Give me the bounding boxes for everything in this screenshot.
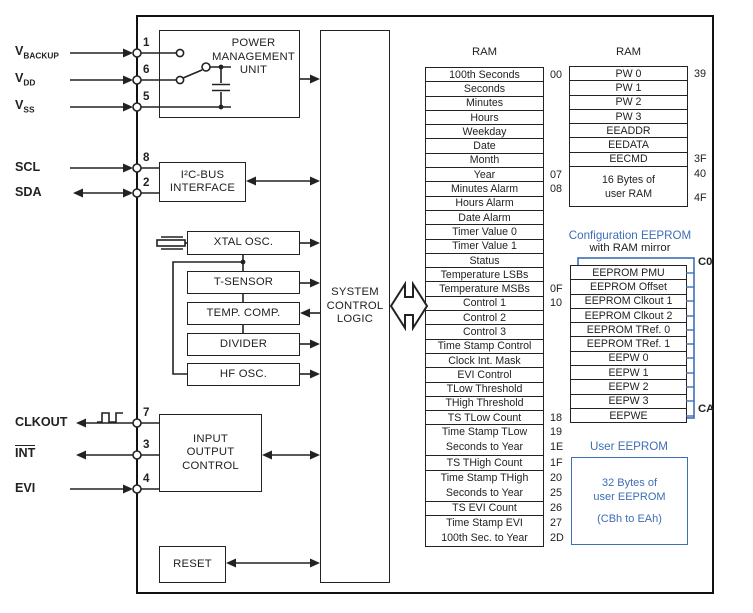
user-eeprom-line: 32 Bytes of (601, 477, 658, 489)
cell-line: Time Stamp THigh (440, 471, 529, 484)
block-label: INPUT (193, 432, 228, 445)
block-label: OUTPUT (186, 446, 235, 459)
address (688, 166, 718, 207)
cell: EEPROM TRef. 0 (570, 322, 687, 337)
pin-number: 5 (143, 90, 150, 103)
block-label: UNIT (239, 64, 268, 76)
address (544, 470, 574, 502)
cell (425, 424, 544, 456)
cell: Minutes (425, 96, 544, 111)
ram2-table (569, 66, 718, 207)
pin-number: 4 (143, 472, 150, 485)
table-row (425, 281, 574, 296)
cell (425, 470, 544, 502)
cell: EEPW 1 (570, 365, 687, 380)
cell: THigh Threshold (425, 396, 544, 411)
signal-sub: SS (23, 104, 35, 115)
pin-number: 8 (143, 151, 150, 164)
block-label: LOGIC (336, 313, 374, 326)
address (544, 515, 574, 547)
block-label: T-SENSOR (213, 275, 274, 288)
config-eeprom-table (570, 265, 687, 423)
table-row (425, 181, 574, 196)
pin-number: 6 (143, 63, 150, 76)
cell: TS THigh Count (425, 455, 544, 470)
table-row (570, 408, 687, 423)
config-eeprom-subtitle: with RAM mirror (589, 242, 671, 254)
address-line: 2D (550, 532, 564, 545)
cell: EEPW 0 (570, 351, 687, 366)
address (688, 95, 718, 110)
cell: EEPW 2 (570, 379, 687, 394)
ram1-title: RAM (471, 46, 498, 58)
pin-number: 7 (143, 406, 150, 419)
address-line: 27 (550, 517, 563, 530)
cell-line: Seconds to Year (445, 486, 524, 499)
block-label: HF OSC. (219, 367, 268, 380)
table-row (425, 138, 574, 153)
table-row (425, 210, 574, 225)
signal-sub: BACKUP (23, 50, 59, 61)
signal-base: V (15, 44, 24, 58)
reset-block (159, 546, 226, 583)
system-control-logic-block (320, 30, 390, 583)
cell: EECMD (569, 152, 688, 167)
address (688, 137, 718, 152)
cell: EEPW 3 (570, 394, 687, 409)
cell (569, 166, 688, 207)
cell: EEPROM Clkout 1 (570, 294, 687, 309)
table-row (425, 515, 574, 547)
address-line: 1E (550, 441, 564, 454)
cell (425, 515, 544, 547)
table-row (570, 365, 687, 380)
table-row (425, 67, 574, 82)
cell: EVI Control (425, 367, 544, 382)
block-label: MANAGEMENT (212, 50, 295, 63)
table-row (569, 137, 718, 152)
address-line: 4F (694, 192, 707, 205)
ram1-table (425, 67, 574, 547)
block-label: TEMP. COMP. (206, 306, 281, 319)
user-ram-row (569, 166, 718, 207)
divider-block (187, 333, 300, 356)
cell: 100th Seconds (425, 67, 544, 82)
address (688, 80, 718, 95)
cell: TS TLow Count (425, 410, 544, 425)
cell: Date (425, 138, 544, 153)
table-row (425, 124, 574, 139)
signal-sub: DD (23, 77, 36, 88)
cell: Seconds (425, 81, 544, 96)
cell: TS EVI Count (425, 501, 544, 516)
config-eeprom-addr-top: C0 (698, 256, 713, 268)
hf-osc-block (187, 363, 300, 386)
cell: Timer Value 0 (425, 224, 544, 239)
cell: EEPROM Offset (570, 279, 687, 294)
signal-label-vdd (15, 71, 35, 88)
cell: Timer Value 1 (425, 239, 544, 254)
address: 07 (550, 168, 563, 181)
block-label: I²C-BUS (180, 168, 225, 181)
address (544, 210, 574, 225)
pin-number: 3 (143, 438, 150, 451)
table-row (569, 80, 718, 95)
cell-line: user RAM (604, 187, 653, 200)
cell: Minutes Alarm (425, 181, 544, 196)
address-line: 40 (694, 168, 707, 181)
table-row (569, 95, 718, 110)
table-row (425, 96, 574, 111)
cell: PW 3 (569, 109, 688, 124)
cell: Month (425, 153, 544, 168)
address: 3F (694, 153, 707, 166)
cell: Hours Alarm (425, 196, 544, 211)
config-eeprom-addr-bottom: CA (698, 403, 715, 415)
t-sensor-block (187, 271, 300, 294)
table-row (569, 152, 718, 167)
table-row (570, 336, 687, 351)
address (688, 109, 718, 124)
pin-number: 1 (143, 36, 150, 49)
cell: PW 1 (569, 80, 688, 95)
cell-line: 100th Sec. to Year (441, 532, 528, 545)
cell: EEPROM TRef. 1 (570, 336, 687, 351)
cell: EEDATA (569, 137, 688, 152)
table-row (425, 382, 574, 397)
table-row (425, 424, 574, 456)
table-row (570, 379, 687, 394)
cell: Date Alarm (425, 210, 544, 225)
xtal-osc-block (187, 231, 300, 255)
table-row (425, 339, 574, 354)
table-row (569, 123, 718, 138)
table-row (570, 351, 687, 366)
table-row (425, 324, 574, 339)
address-line: 20 (550, 471, 563, 484)
table-row (425, 110, 574, 125)
table-row (425, 296, 574, 311)
table-row (570, 294, 687, 309)
cell: Control 3 (425, 324, 544, 339)
cell: PW 0 (569, 66, 688, 81)
user-eeprom-title: User EEPROM (590, 440, 668, 453)
signal-label-vss (15, 98, 34, 115)
cell: Weekday (425, 124, 544, 139)
signal-label-evi: EVI (15, 481, 36, 495)
table-row (570, 322, 687, 337)
table-row (570, 265, 687, 280)
cell-line: Time Stamp EVI (446, 517, 523, 530)
power-management-unit-block (159, 30, 300, 118)
signal-label-int (15, 446, 35, 460)
temp-comp-block (187, 302, 300, 325)
table-row (570, 308, 687, 323)
cell: EEADDR (569, 123, 688, 138)
address: 0F (550, 283, 563, 296)
block-label: RESET (173, 557, 212, 570)
block-label: SYSTEM (331, 286, 379, 299)
cell: EEPROM PMU (570, 265, 687, 280)
block-label: POWER (231, 37, 276, 49)
signal-label-sda: SDA (15, 185, 42, 199)
signal-base: V (15, 98, 24, 112)
address: 1F (550, 457, 563, 470)
cell: Control 2 (425, 310, 544, 325)
clock-waveform-icon (97, 413, 123, 422)
address: 18 (550, 411, 563, 424)
block-label: CONTROL (182, 459, 239, 472)
table-row (425, 81, 574, 96)
address-line: 25 (550, 486, 563, 499)
block-label: XTAL OSC. (213, 236, 274, 249)
signal-label-vbackup (15, 44, 59, 61)
cell: Temperature MSBs (425, 281, 544, 296)
table-row (570, 279, 687, 294)
address: 39 (694, 67, 707, 80)
cell: PW 2 (569, 95, 688, 110)
signal-base: V (15, 71, 24, 85)
ram2-title: RAM (615, 46, 642, 58)
cell: Hours (425, 110, 544, 125)
cell: EEPROM Clkout 2 (570, 308, 687, 323)
table-row (425, 167, 574, 182)
cell: Control 1 (425, 296, 544, 311)
table-row (569, 66, 718, 81)
signal-label-scl: SCL (15, 160, 41, 174)
table-row (425, 410, 574, 425)
table-row (425, 196, 574, 211)
table-row (425, 153, 574, 168)
table-row (569, 109, 718, 124)
block-label: CONTROL (326, 299, 384, 312)
input-output-control-block (159, 414, 262, 492)
cell-line: 16 Bytes of (602, 173, 655, 186)
table-row (425, 455, 574, 470)
cell-line: Seconds to Year (445, 441, 524, 454)
cell: EEPWE (570, 408, 687, 423)
table-row (425, 367, 574, 382)
user-eeprom-line: user EEPROM (593, 491, 666, 503)
cell: Temperature LSBs (425, 267, 544, 282)
i2c-bus-interface-block (159, 162, 246, 202)
table-row (570, 394, 687, 409)
table-row (425, 396, 574, 411)
cell: TLow Threshold (425, 382, 544, 397)
cell: Time Stamp Control (425, 339, 544, 354)
table-row (425, 353, 574, 368)
table-row (425, 501, 574, 516)
table-row (425, 310, 574, 325)
block-label: INTERFACE (169, 182, 236, 194)
cell: Year (425, 167, 544, 182)
signal-label-clkout: CLKOUT (15, 415, 68, 429)
table-row (425, 267, 574, 282)
address: 08 (550, 183, 563, 196)
address: 00 (550, 68, 563, 81)
table-row (425, 253, 574, 268)
cell: Clock Int. Mask (425, 353, 544, 368)
block-label: DIVIDER (219, 337, 268, 350)
address-line: 19 (550, 426, 563, 439)
pin-number: 2 (143, 176, 150, 189)
address: 10 (550, 297, 563, 310)
signal-overline: INT (15, 446, 36, 460)
address (688, 123, 718, 138)
address: 26 (550, 502, 563, 515)
user-eeprom-range: (CBh to EAh) (597, 513, 662, 525)
cell: Status (425, 253, 544, 268)
cell-line: Time Stamp TLow (441, 426, 528, 439)
user-eeprom-box (571, 457, 688, 545)
config-eeprom-title: Configuration EEPROM (568, 229, 692, 242)
table-row (425, 470, 574, 502)
